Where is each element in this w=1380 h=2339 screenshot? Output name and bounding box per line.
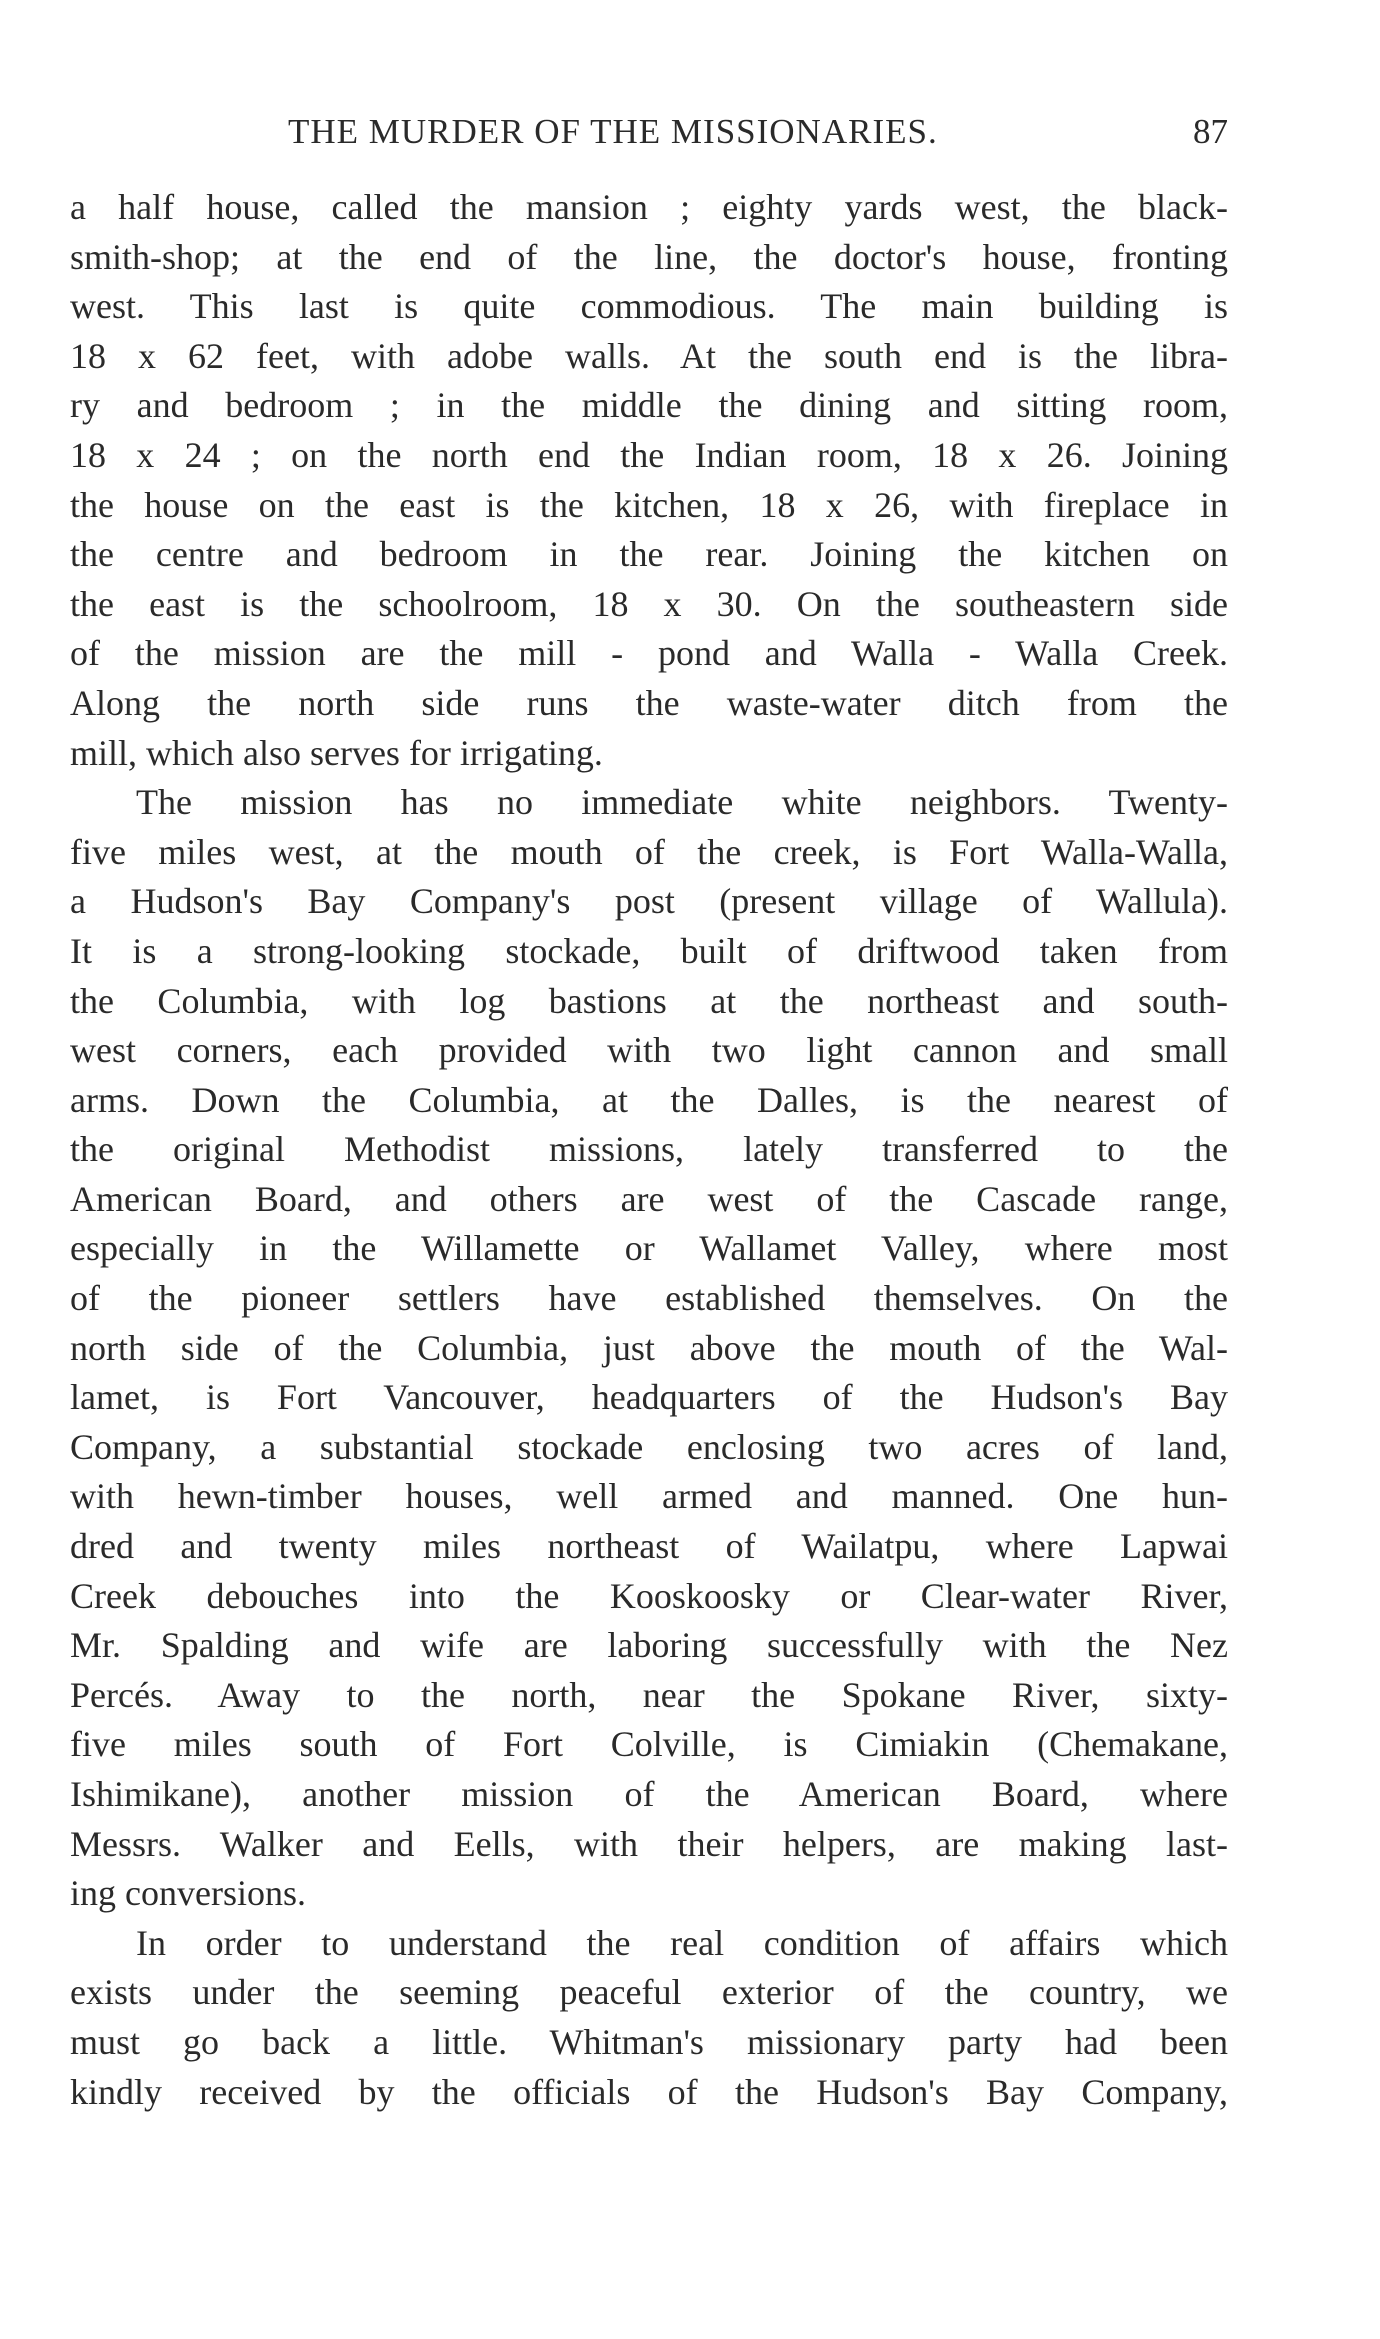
text-line: smith-shop; at the end of the line, the doctor's house, fronting bbox=[70, 236, 1228, 277]
text-line: a Hudson's Bay Company's post (present village of Wallula). bbox=[70, 881, 1228, 922]
running-title: THE MURDER OF THE MISSIONARIES. bbox=[288, 112, 938, 151]
text-line: Creek debouches into the Kooskoosky or Clear-water River, bbox=[70, 1575, 1228, 1616]
text-line: lamet, is Fort Vancouver, headquarters of the Hudson's Bay bbox=[70, 1377, 1228, 1418]
text-line: Ishimikane), another mission of the American Board, where bbox=[70, 1774, 1228, 1814]
text-line: arms. Down the Columbia, at the Dalles, is the nearest of bbox=[70, 1079, 1228, 1120]
text-line: Along the north side runs the waste-water ditch from the bbox=[70, 682, 1228, 723]
text-line: kindly received by the officials of the Hudson's Bay Company, bbox=[70, 2071, 1228, 2112]
running-head bbox=[70, 112, 1228, 160]
text-line: north side of the Columbia, just above the mouth of the Wal- bbox=[70, 1327, 1228, 1368]
text-line: west. This last is quite commodious. The main building is bbox=[70, 286, 1228, 327]
text-line: Percés. Away to the north, near the Spokane River, sixty- bbox=[70, 1674, 1228, 1715]
text-line: American Board, and others are west of the Cascade range, bbox=[70, 1178, 1228, 1219]
text-line: west corners, each provided with two light cannon and small bbox=[70, 1030, 1228, 1071]
text-line: dred and twenty miles northeast of Wailatpu, where Lapwai bbox=[70, 1526, 1228, 1567]
body-text bbox=[70, 183, 1228, 2117]
text-line: Mr. Spalding and wife are laboring successfully with the Nez bbox=[70, 1625, 1228, 1666]
text-line: a half house, called the mansion ; eighty yards west, the black- bbox=[70, 187, 1228, 227]
text-line: especially in the Willamette or Wallamet Valley, where most bbox=[70, 1228, 1228, 1269]
paragraph-start-line: The mission has no immediate white neighbors. Twenty- bbox=[136, 782, 1228, 823]
text-line: the east is the schoolroom, 18 x 30. On the southeastern side bbox=[70, 583, 1228, 624]
paragraph-end-line: mill, which also serves for irrigating. bbox=[70, 732, 603, 773]
text-line: with hewn-timber houses, well armed and manned. One hun- bbox=[70, 1476, 1228, 1517]
text-line: must go back a little. Whitman's missionary party had been bbox=[70, 2021, 1228, 2062]
text-line: Company, a substantial stockade enclosing two acres of land, bbox=[70, 1426, 1228, 1467]
text-line: of the pioneer settlers have established themselves. On the bbox=[70, 1278, 1228, 1319]
text-line: the house on the east is the kitchen, 18 x 26, with fireplace in bbox=[70, 484, 1228, 525]
text-line: 18 x 24 ; on the north end the Indian room, 18 x 26. Joining bbox=[70, 434, 1228, 475]
text-line: of the mission are the mill - pond and Walla - Walla Creek. bbox=[70, 633, 1228, 674]
text-line: ry and bedroom ; in the middle the dining and sitting room, bbox=[70, 385, 1228, 426]
text-line: It is a strong-looking stockade, built of driftwood taken from bbox=[70, 930, 1228, 971]
text-line: five miles west, at the mouth of the creek, is Fort Walla-Walla, bbox=[70, 831, 1228, 872]
text-line: five miles south of Fort Colville, is Cimiakin (Chemakane, bbox=[70, 1724, 1228, 1765]
text-line: Messrs. Walker and Eells, with their helpers, are making last- bbox=[70, 1823, 1228, 1864]
text-line: the Columbia, with log bastions at the northeast and south- bbox=[70, 980, 1228, 1021]
text-line: 18 x 62 feet, with adobe walls. At the south end is the libra- bbox=[70, 335, 1228, 376]
page-number: 87 bbox=[1193, 112, 1228, 151]
text-line: exists under the seeming peaceful exterior of the country, we bbox=[70, 1972, 1228, 2013]
paragraph-start-line: In order to understand the real condition of affairs which bbox=[136, 1922, 1228, 1963]
text-line: the original Methodist missions, lately transferred to the bbox=[70, 1129, 1228, 1170]
text-line: the centre and bedroom in the rear. Joining the kitchen on bbox=[70, 534, 1228, 575]
paragraph-end-line: ing conversions. bbox=[70, 1873, 306, 1914]
